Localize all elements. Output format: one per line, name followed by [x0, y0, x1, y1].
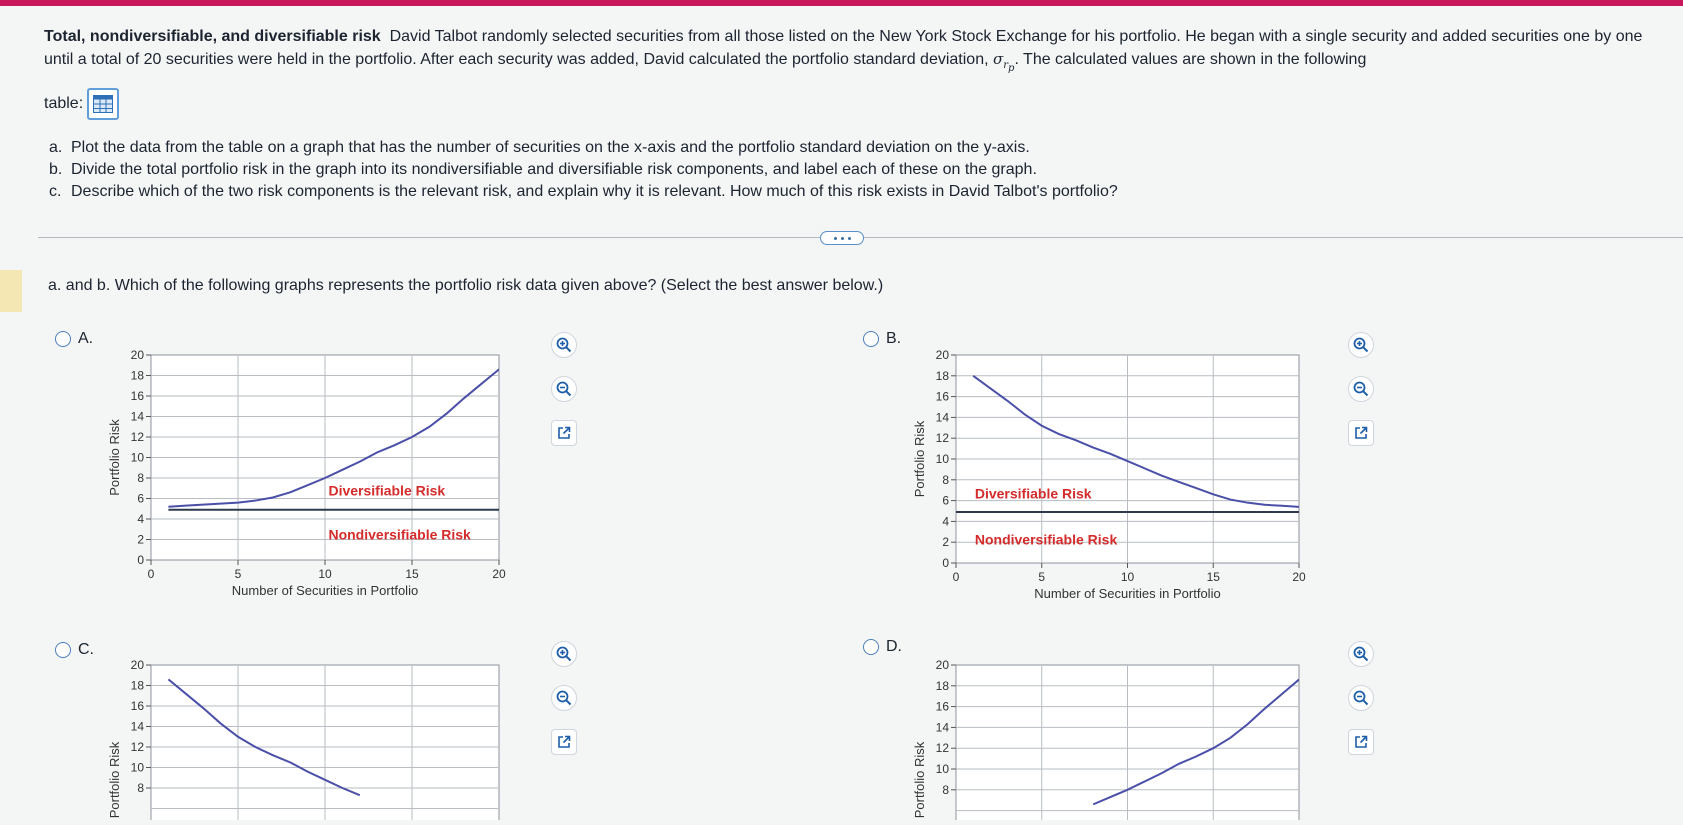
zoom-in-button-d[interactable] [1348, 641, 1374, 667]
y-tick-label: 12 [130, 430, 144, 444]
option-b-label: B. [886, 330, 902, 347]
question-text: a. and b. Which of the following graphs represents the portfolio risk data given above? (Select the best answer below.) [48, 277, 884, 294]
graph-a [105, 345, 555, 630]
graph-c-svg [105, 655, 555, 820]
problem-body-end: . The calculated values are shown in the following [1014, 51, 1367, 68]
y-tick-label: 10 [935, 762, 949, 776]
option-b[interactable] [863, 330, 901, 348]
part-c: c. Describe which of the two risk components is the relevant risk, and explain why it is relevant. How much of this risk exists in David Talbot's portfolio? [49, 183, 1118, 200]
option-d-radio[interactable] [863, 639, 879, 655]
y-tick-label: 6 [942, 493, 949, 508]
y-tick-label: 2 [137, 532, 144, 547]
x-axis-label: Number of Securities in Portfolio [231, 583, 419, 598]
open-graph-button-b[interactable] [1348, 420, 1374, 446]
y-tick-label: 10 [130, 760, 144, 775]
y-axis-label: Portfolio Risk [912, 741, 927, 819]
problem-parts [49, 137, 1118, 203]
y-axis-label: Portfolio Risk [912, 420, 927, 498]
y-tick-label: 20 [935, 658, 949, 672]
zoom-in-button-a[interactable] [551, 332, 577, 358]
open-graph-button-d[interactable] [1348, 729, 1374, 755]
option-d-label: D. [886, 638, 902, 655]
external-link-icon [1354, 426, 1368, 440]
x-tick-label: 10 [318, 567, 332, 581]
external-link-icon [557, 735, 571, 749]
x-tick-label: 20 [492, 567, 506, 581]
graph-c-tools [551, 641, 581, 773]
y-tick-label: 4 [137, 512, 144, 526]
y-tick-label: 18 [130, 368, 144, 383]
y-axis-label: Portfolio Risk [107, 419, 122, 496]
option-d[interactable] [863, 638, 902, 656]
y-tick-label: 20 [130, 658, 144, 672]
zoom-in-icon [1353, 646, 1369, 662]
table-grid-icon [93, 95, 113, 113]
graph-d [910, 655, 1360, 825]
option-b-radio[interactable] [863, 331, 879, 347]
x-tick-label: 5 [234, 567, 242, 581]
zoom-out-icon [1353, 381, 1369, 397]
y-tick-label: 12 [935, 741, 949, 756]
y-tick-label: 2 [942, 535, 949, 550]
graph-d-svg [910, 655, 1360, 820]
graph-b-tools [1348, 332, 1378, 464]
option-c[interactable] [55, 641, 94, 659]
table-label: table: [44, 95, 84, 112]
diversifiable-risk-label: Diversifiable Risk [328, 482, 446, 499]
problem-body: David Talbot randomly selected securities from all those listed on the New York Stock Exchange for his portfolio. He began with a single security and added securities one by one until a total of 20 securities were held in the portfolio. After each security was added, David calculated the portfolio standard deviation, [44, 28, 1643, 68]
x-tick-label: 0 [147, 567, 155, 581]
zoom-in-button-b[interactable] [1348, 332, 1374, 358]
y-tick-label: 20 [130, 348, 144, 362]
graph-d-tools [1348, 641, 1378, 773]
part-b: b. Divide the total portfolio risk in the graph into its nondiversifiable and diversifiable risk components, and label each of these on the graph. [49, 161, 1037, 178]
y-tick-label: 12 [130, 740, 144, 754]
problem-title: Total, nondiversifiable, and diversifiable risk [44, 28, 381, 45]
x-tick-label: 0 [952, 570, 960, 584]
y-tick-label: 10 [130, 450, 144, 465]
y-tick-label: 18 [130, 678, 144, 693]
x-tick-label: 20 [1292, 570, 1306, 584]
y-tick-label: 14 [130, 719, 144, 734]
zoom-out-icon [556, 690, 572, 706]
zoom-in-icon [1353, 337, 1369, 353]
y-tick-label: 6 [137, 491, 144, 506]
x-tick-label: 10 [1120, 570, 1135, 584]
graph-c [105, 655, 555, 825]
expand-more-button[interactable] [820, 231, 864, 245]
zoom-out-button-c[interactable] [551, 685, 577, 711]
x-tick-label: 15 [1206, 570, 1220, 584]
x-axis-label: Number of Securities in Portfolio [1034, 586, 1221, 601]
zoom-out-icon [1353, 690, 1369, 706]
y-tick-label: 16 [935, 389, 949, 404]
y-tick-label: 8 [942, 472, 949, 487]
open-graph-button-c[interactable] [551, 729, 577, 755]
y-tick-label: 18 [935, 678, 949, 693]
part-a: a. Plot the data from the table on a graph that has the number of securities on the x-axis and the portfolio standard deviation on the y-axis. [49, 139, 1030, 156]
open-graph-button-a[interactable] [551, 420, 577, 446]
y-tick-label: 8 [137, 471, 144, 485]
option-c-label: C. [78, 641, 94, 658]
table-link-row [44, 88, 119, 120]
zoom-out-button-d[interactable] [1348, 685, 1374, 711]
y-tick-label: 10 [935, 452, 949, 466]
graph-b-svg [910, 345, 1360, 625]
nondiversifiable-risk-label: Nondiversifiable Risk [328, 526, 471, 543]
question-highlight [0, 270, 22, 312]
option-a-radio[interactable] [55, 331, 71, 347]
y-tick-label: 4 [942, 514, 949, 529]
zoom-out-button-a[interactable] [551, 376, 577, 402]
y-tick-label: 20 [935, 348, 949, 362]
option-a[interactable] [55, 330, 93, 348]
y-tick-label: 14 [935, 720, 949, 735]
option-a-label: A. [78, 330, 94, 347]
y-tick-label: 18 [935, 368, 949, 383]
graph-a-tools [551, 332, 581, 464]
y-tick-label: 16 [935, 699, 949, 714]
y-tick-label: 8 [942, 782, 949, 797]
graph-a-svg [105, 345, 555, 625]
y-tick-label: 12 [935, 431, 949, 446]
y-tick-label: 16 [130, 389, 144, 403]
external-link-icon [557, 426, 571, 440]
y-tick-label: 16 [130, 699, 144, 713]
diversifiable-risk-label: Diversifiable Risk [974, 485, 1092, 502]
y-tick-label: 8 [137, 781, 144, 795]
data-table-button[interactable] [87, 88, 119, 120]
nondiversifiable-risk-label: Nondiversifiable Risk [974, 531, 1118, 548]
sigma-symbol: $\sigma_{r_p}$ [993, 50, 1015, 74]
y-tick-label: 14 [935, 410, 949, 425]
external-link-icon [1354, 735, 1368, 749]
problem-statement [44, 26, 1674, 80]
zoom-in-icon [556, 337, 572, 353]
top-accent-bar [0, 0, 1683, 6]
zoom-in-icon [556, 646, 572, 662]
y-axis-label: Portfolio Risk [107, 741, 122, 819]
y-tick-label: 0 [942, 556, 949, 570]
zoom-out-icon [556, 381, 572, 397]
graph-b [910, 345, 1360, 630]
x-tick-label: 5 [1038, 570, 1046, 584]
option-c-radio[interactable] [55, 642, 71, 658]
y-tick-label: 14 [130, 409, 144, 424]
x-tick-label: 15 [405, 567, 419, 581]
zoom-in-button-c[interactable] [551, 641, 577, 667]
zoom-out-button-b[interactable] [1348, 376, 1374, 402]
y-tick-label: 0 [137, 553, 144, 567]
